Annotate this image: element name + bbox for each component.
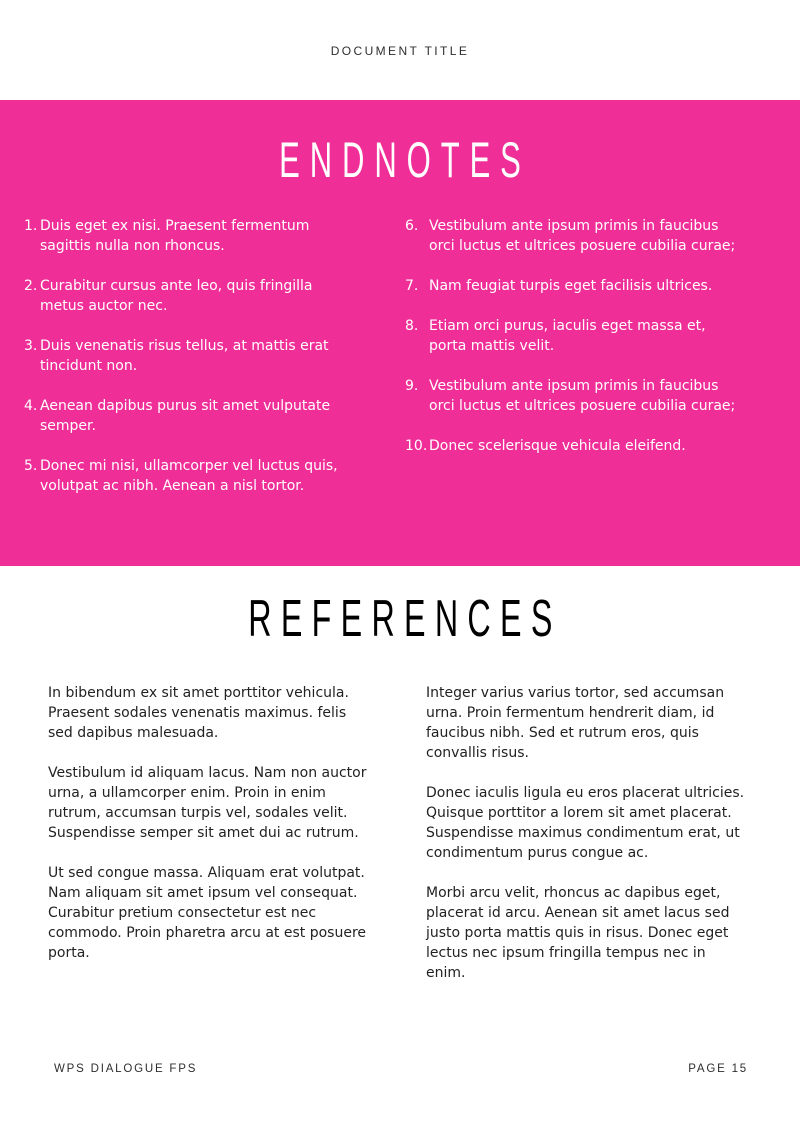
reference-paragraph: Vestibulum id aliquam lacus. Nam non auctor urna, a ullamcorper enim. Proin in enim rutrum, accumsan turpis vel, sodales velit. Suspendisse semper sit amet dui ac rutrum. [48, 765, 367, 841]
endnote-number: 10. [405, 438, 428, 454]
references-column-left [48, 683, 368, 983]
endnote-text: Donec mi nisi, ullamcorper vel luctus quis, volutpat ac nibh. Aenean a nisl tortor. [40, 458, 338, 494]
document-title: DOCUMENT TITLE [330, 44, 470, 58]
reference-paragraph: Morbi arcu velit, rhoncus ac dapibus eget, placerat id arcu. Aenean sit amet lacus sed justo porta mattis quis in risus. Donec eget lectus nec ipsum fringilla tempus nec in enim. [426, 885, 730, 981]
page-number: PAGE 15 [688, 1063, 748, 1075]
endnote-text: Vestibulum ante ipsum primis in faucibus orci luctus et ultrices posuere cubilia curae; [429, 378, 736, 414]
endnote-text: Duis eget ex nisi. Praesent fermentum sagittis nulla non rhoncus. [40, 218, 310, 254]
reference-paragraph: In bibendum ex sit amet porttitor vehicula. Praesent sodales venenatis maximus. felis sed dapibus malesuada. [48, 685, 349, 741]
endnote-text: Duis venenatis risus tellus, at mattis erat tincidunt non. [40, 338, 329, 374]
endnote-item [405, 316, 745, 356]
endnote-number: 1. [24, 218, 38, 234]
endnote-text: Aenean dapibus purus sit amet vulputate semper. [40, 398, 331, 434]
endnote-number: 3. [24, 338, 38, 354]
reference-paragraph: Integer varius varius tortor, sed accumsan urna. Proin fermentum hendrerit diam, id faucibus nibh. Sed et rutrum eros, quis convallis risus. [426, 685, 725, 761]
endnote-item [24, 276, 354, 316]
endnote-item [24, 456, 354, 496]
endnotes-heading: ENDNOTES [279, 132, 531, 188]
endnotes-list-left [24, 216, 354, 516]
endnotes-list-right [405, 216, 745, 476]
references-column-right [426, 683, 746, 1003]
endnote-item [405, 436, 745, 456]
endnote-item [405, 216, 745, 256]
endnote-text: Curabitur cursus ante leo, quis fringilla metus auctor nec. [40, 278, 313, 314]
endnote-text: Nam feugiat turpis eget facilisis ultrices. [429, 278, 713, 294]
endnote-item [24, 216, 354, 256]
endnote-item [405, 276, 745, 296]
footer-publication: WPS DIALOGUE FPS [54, 1063, 198, 1075]
endnote-number: 2. [24, 278, 38, 294]
endnote-text: Donec scelerisque vehicula eleifend. [429, 438, 686, 454]
endnote-number: 5. [24, 458, 38, 474]
reference-paragraph: Donec iaculis ligula eu eros placerat ultricies. Quisque porttitor a lorem sit amet placerat. Suspendisse maximus condimentum erat, ut condimentum purus congue ac. [426, 785, 745, 861]
endnote-text: Vestibulum ante ipsum primis in faucibus orci luctus et ultrices posuere cubilia curae; [429, 218, 736, 254]
endnote-text: Etiam orci purus, iaculis eget massa et, porta mattis velit. [429, 318, 706, 354]
endnote-item [405, 376, 745, 416]
endnote-number: 9. [405, 378, 419, 394]
endnote-item [24, 336, 354, 376]
endnote-number: 8. [405, 318, 419, 334]
endnote-number: 7. [405, 278, 419, 294]
endnote-item [24, 396, 354, 436]
reference-paragraph: Ut sed congue massa. Aliquam erat volutpat. Nam aliquam sit amet ipsum vel consequat. Curabitur pretium consectetur est nec commodo. Proin pharetra arcu at est posuere porta. [48, 865, 367, 961]
endnote-number: 4. [24, 398, 38, 414]
references-heading: REFERENCES [248, 590, 562, 648]
endnote-number: 6. [405, 218, 419, 234]
